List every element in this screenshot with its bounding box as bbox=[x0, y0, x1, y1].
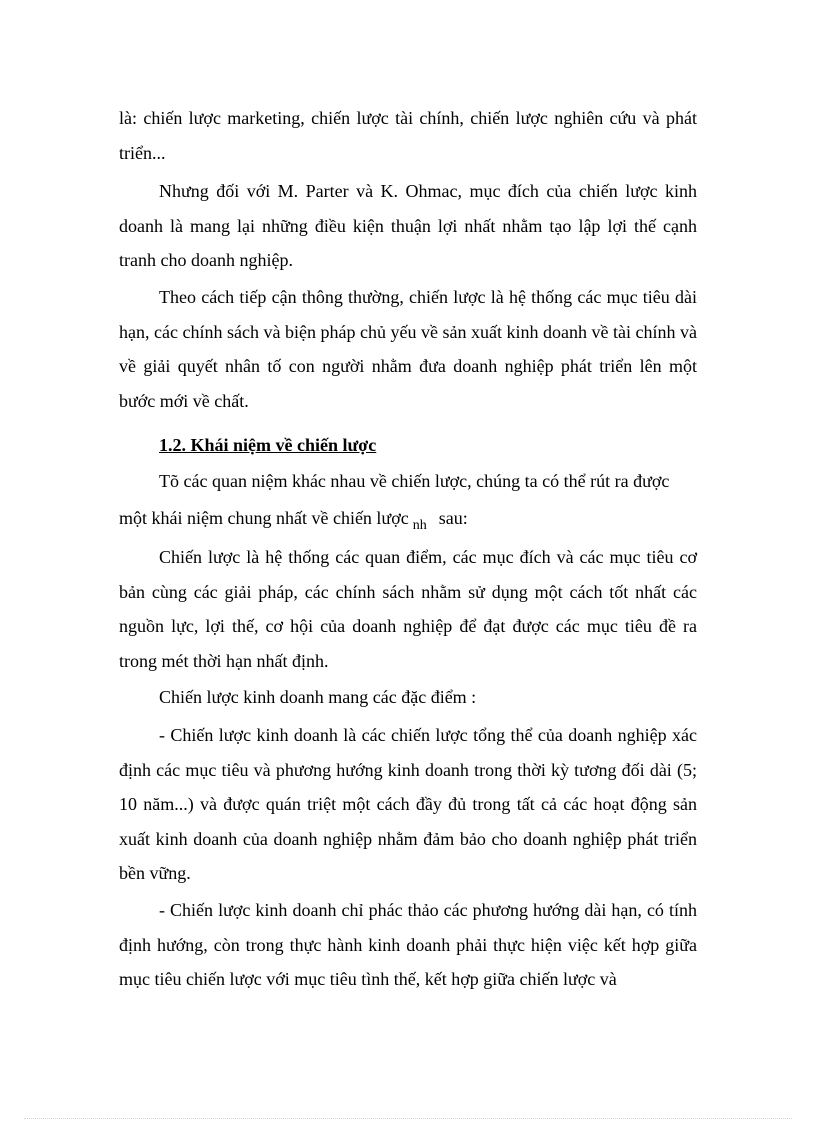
concept-intro-subscript: nh bbox=[412, 518, 427, 533]
paragraph-characteristic-1: - Chiến lược kinh doanh là các chiến lược tổng thể của doanh nghiệp xác định các mục tiêu và phương hướng kinh doanh trong thời kỳ tương đối dài (5; 10 năm...) và được quán triệt một cách đầy đủ trong tất cả các hoạt động sản xuất kinh doanh của doanh nghiệp nhằm đảm bảo cho doanh nghiệp phát triển bền vững. bbox=[119, 725, 697, 883]
page-bottom-divider bbox=[24, 1118, 792, 1119]
paragraph-concept-intro-line2 bbox=[119, 503, 697, 536]
section-heading: 1.2. Khái niệm về chiến lược bbox=[159, 435, 377, 455]
paragraph-parter-ohmac: Nhưng đối với M. Parter và K. Ohmac, mục đích của chiến lược kinh doanh là mang lại những điều kiện thuận lợi nhất nhằm tạo lập lợi thế cạnh tranh cho doanh nghiệp. bbox=[119, 181, 697, 270]
paragraph-concept-intro-line1: Tõ các quan niệm khác nhau về chiến lược, chúng ta có thể rút ra được bbox=[159, 471, 670, 491]
paragraph-strategy-types: là: chiến lược marketing, chiến lược tài chính, chiến lược nghiên cứu và phát triển... bbox=[119, 108, 697, 163]
paragraph-characteristics-intro: Chiến lược kinh doanh mang các đặc điểm : bbox=[159, 687, 477, 707]
concept-intro-text: một khái niệm chung nhất về chiến lược bbox=[119, 508, 409, 528]
paragraph-characteristic-2: - Chiến lược kinh doanh chỉ phác thảo các phương hướng dài hạn, có tính định hướng, còn trong thực hành kinh doanh phải thực hiện việc kết hợp giữa mục tiêu chiến lược với mục tiêu tình thế, kết hợp giữa chiến lược và bbox=[119, 900, 697, 989]
concept-intro-tail: sau: bbox=[438, 508, 468, 528]
paragraph-conventional-approach: Theo cách tiếp cận thông thường, chiến lược là hệ thống các mục tiêu dài hạn, các chính sách và biện pháp chủ yếu về sản xuất kinh doanh về tài chính và về giải quyết nhân tố con người nhằm đưa doanh nghiệp phát triển lên một bước mới về chất. bbox=[119, 287, 697, 411]
paragraph-strategy-definition: Chiến lược là hệ thống các quan điểm, các mục đích và các mục tiêu cơ bản cùng các giải pháp, các chính sách nhằm sử dụng một cách tốt nhất các nguồn lực, lợi thế, cơ hội của doanh nghiệp để đạt được các mục tiêu đề ra trong mét thời hạn nhất định. bbox=[119, 547, 697, 671]
